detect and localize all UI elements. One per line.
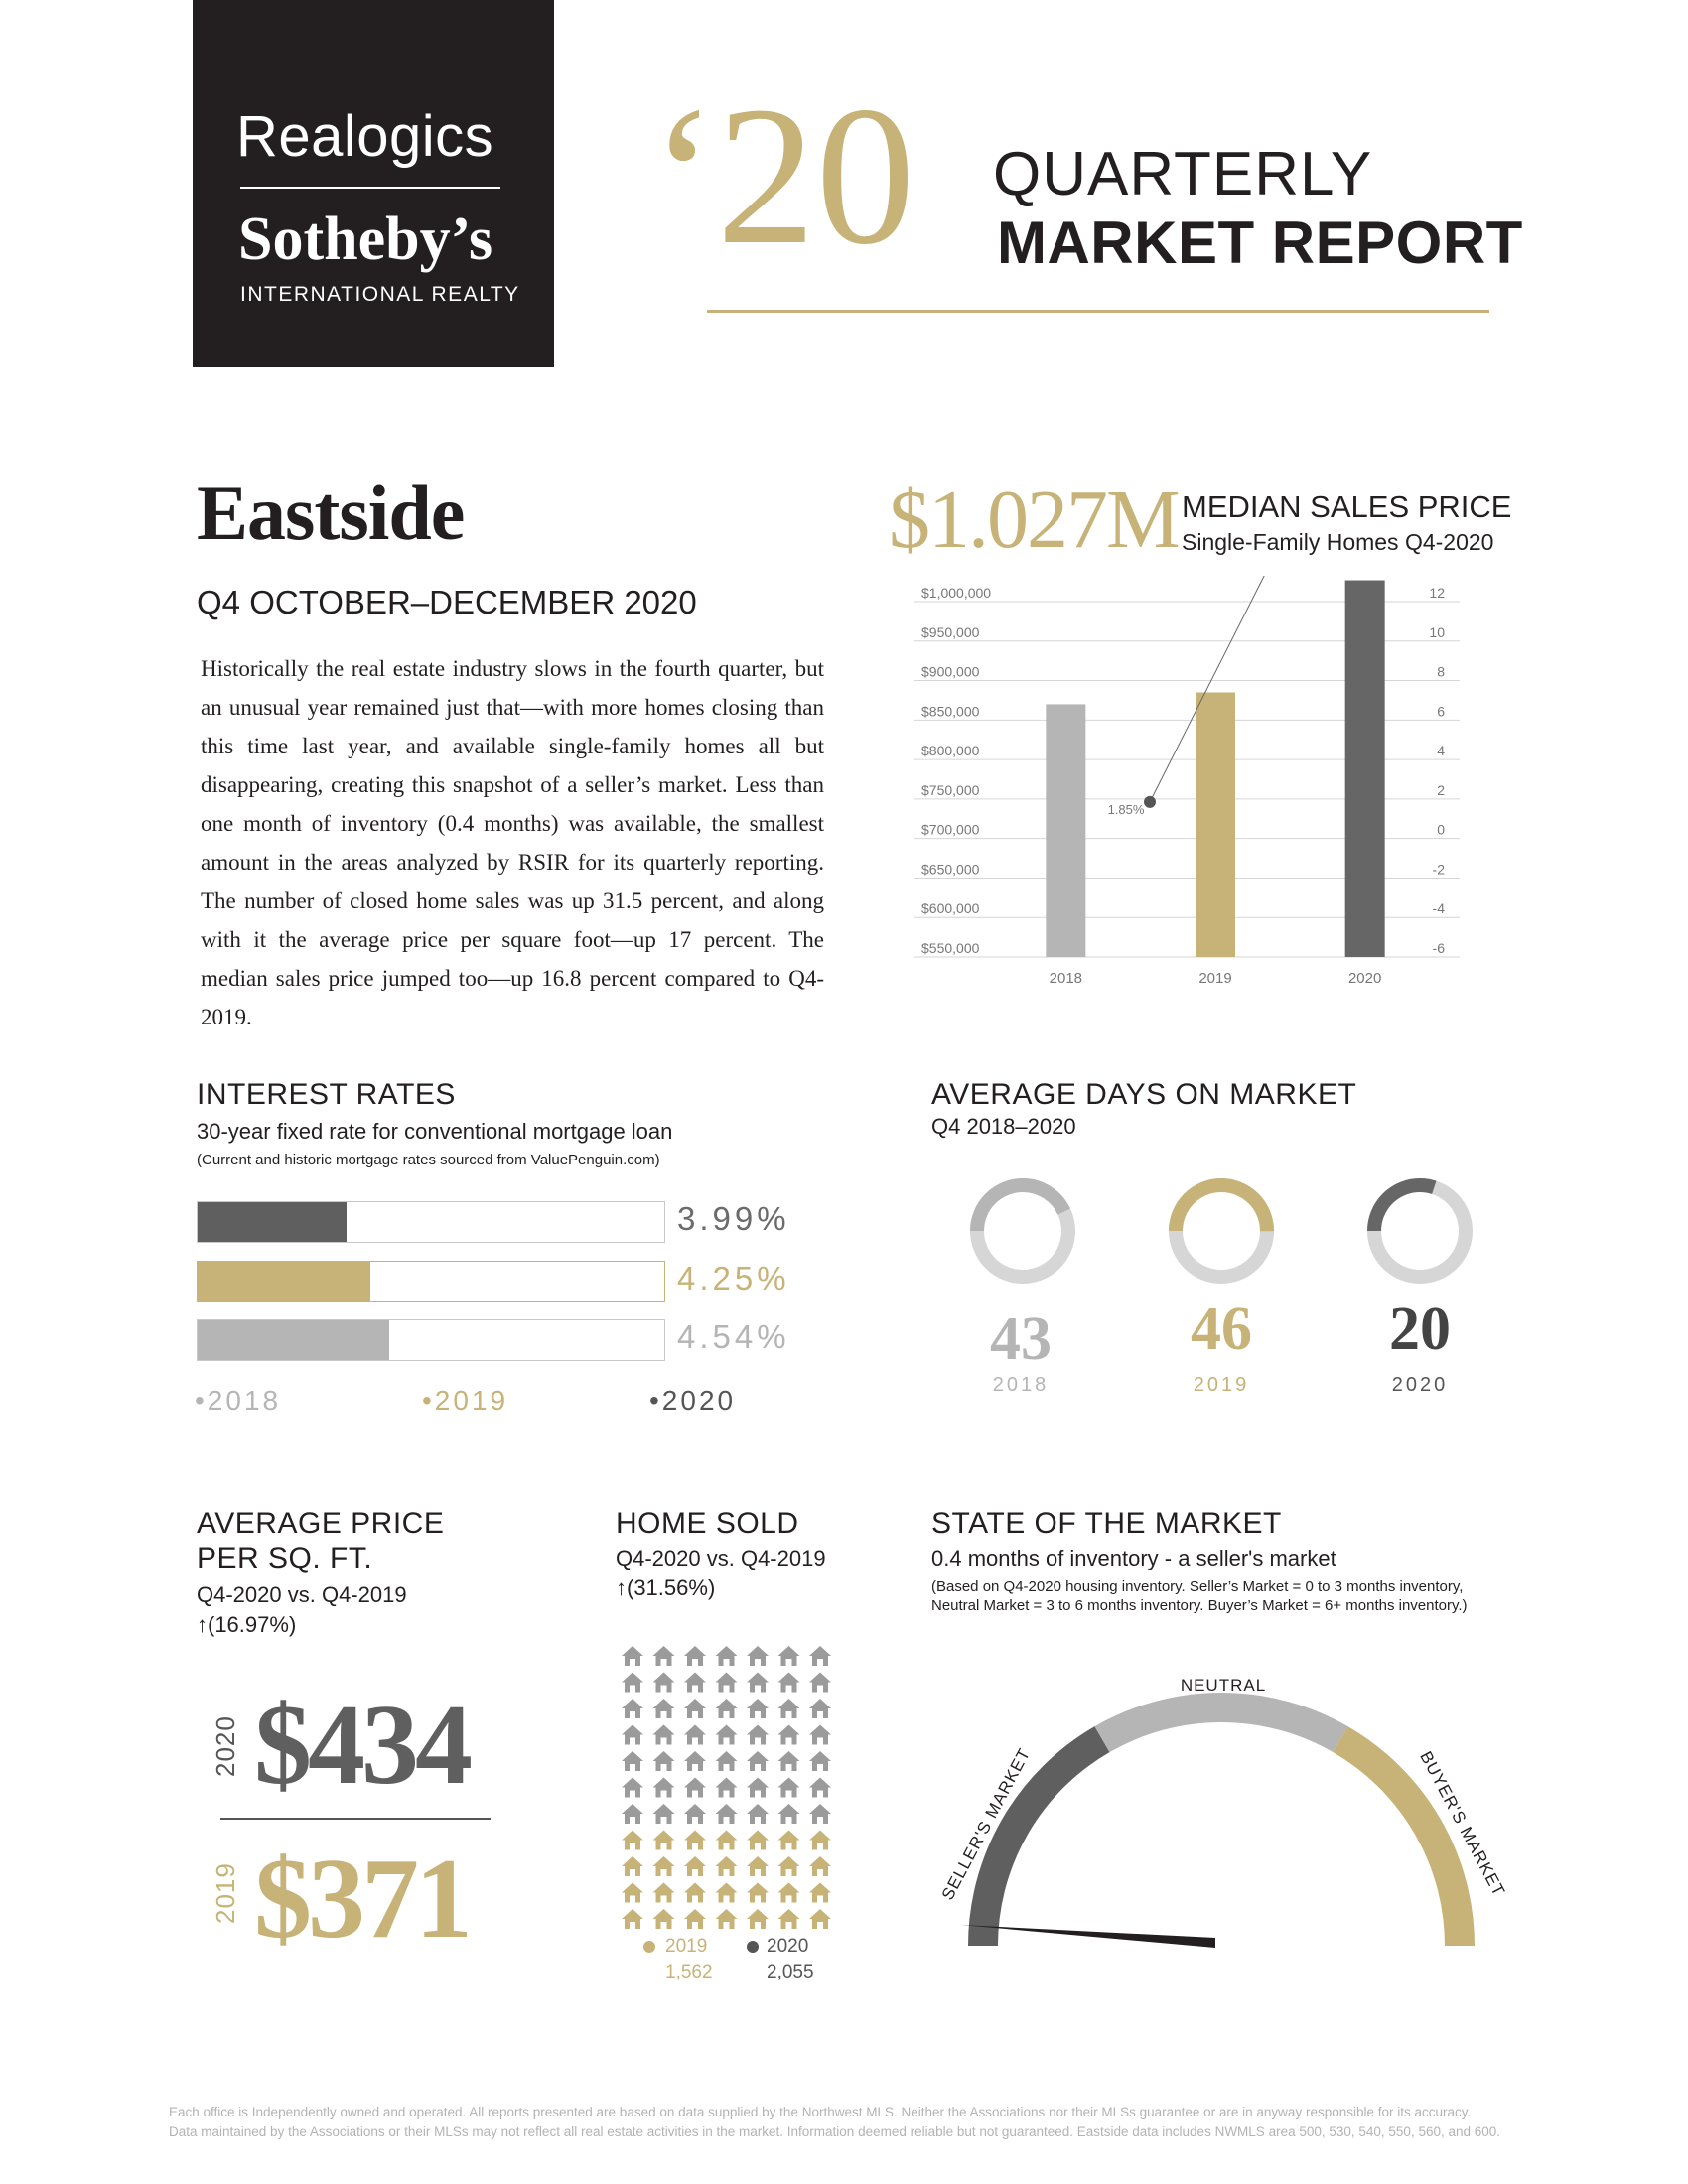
pps-year-current: 2020 (211, 1715, 240, 1777)
legend-2019-count: 1,562 (665, 1962, 713, 1982)
median-price-chart (894, 576, 1489, 993)
house-icon (747, 1883, 769, 1903)
house-icon (622, 1699, 643, 1718)
house-icon (684, 1673, 706, 1693)
dom-year-2018: 2018 (992, 1374, 1050, 1396)
rate-year-2018: •2018 (195, 1385, 282, 1416)
house-icon (684, 1831, 706, 1850)
house-icon (809, 1856, 831, 1876)
y2-tick-label: 4 (1437, 743, 1445, 759)
house-icon (747, 1699, 769, 1718)
state-title: STATE OF THE MARKET (931, 1507, 1282, 1540)
pps-divider (220, 1818, 491, 1820)
pps-title-line2: PER SQ. FT. (197, 1542, 373, 1574)
disclaimer-line2: Data maintained by the Associations or their MLSs may not reflect all real estate activities in the market. Information deemed reliable but not guaranteed. Eastside data includes NWMLS area 500, 530, 540, 550, 560, and 600. (169, 2124, 1501, 2139)
pps-value-previous: $371 (254, 1836, 469, 1963)
house-icon (778, 1725, 800, 1745)
house-icon (653, 1751, 675, 1771)
house-icon (778, 1856, 800, 1876)
homes-sold-pictogram (620, 1644, 838, 1932)
house-icon (622, 1856, 643, 1876)
x-tick-label: 2019 (1198, 970, 1232, 987)
house-icon (622, 1778, 643, 1798)
house-icon (747, 1804, 769, 1824)
y2-tick-label: 0 (1437, 821, 1445, 838)
house-icon (622, 1751, 643, 1771)
brand-tagline: INTERNATIONAL REALTY (240, 283, 520, 306)
brand-divider (240, 187, 500, 189)
y-tick-label: $1,000,000 (921, 585, 992, 601)
dom-value-2020: 20 (1389, 1296, 1451, 1363)
y-tick-label: $750,000 (921, 781, 980, 798)
sold-change: ↑(31.56%) (616, 1575, 716, 1600)
x-tick-label: 2018 (1049, 970, 1083, 987)
y-tick-label: $600,000 (921, 900, 980, 917)
house-icon (778, 1804, 800, 1824)
y2-tick-label: -4 (1432, 900, 1445, 917)
house-icon (809, 1751, 831, 1771)
house-icon (653, 1856, 675, 1876)
dom-year-2020: 2020 (1391, 1374, 1449, 1396)
house-icon (747, 1831, 769, 1850)
dom-title: AVERAGE DAYS ON MARKET (931, 1078, 1357, 1111)
rate-bar-2020 (197, 1319, 665, 1361)
house-icon (809, 1909, 831, 1929)
house-icon (809, 1673, 831, 1693)
bar (1196, 692, 1235, 957)
house-icon (809, 1646, 831, 1666)
legend-2019-dot (643, 1941, 655, 1953)
sellers-segment (983, 1739, 1102, 1946)
y2-tick-label: -6 (1432, 940, 1445, 956)
house-icon (809, 1725, 831, 1745)
house-icon (778, 1909, 800, 1929)
house-icon (778, 1778, 800, 1798)
house-icon (622, 1646, 643, 1666)
house-icon (778, 1831, 800, 1850)
house-icon (653, 1804, 675, 1824)
report-title-line2: MARKET REPORT (997, 209, 1523, 276)
rate-bar-fill (198, 1202, 347, 1242)
house-icon (622, 1883, 643, 1903)
house-icon (716, 1646, 738, 1666)
pps-change: ↑(16.97%) (197, 1612, 297, 1637)
bar (1046, 704, 1085, 957)
house-icon (716, 1725, 738, 1745)
interest-rates-note: (Current and historic mortgage rates sourced from ValuePenguin.com) (197, 1152, 660, 1168)
house-icon (622, 1804, 643, 1824)
y-tick-label: $700,000 (921, 821, 980, 838)
y-tick-label: $900,000 (921, 663, 980, 680)
house-icon (747, 1909, 769, 1929)
gauge-needle (961, 1925, 1215, 1948)
rate-bar-fill (198, 1262, 370, 1301)
house-icon (622, 1673, 643, 1693)
sold-title: HOME SOLD (616, 1507, 799, 1540)
y-tick-label: $650,000 (921, 861, 980, 878)
house-icon (747, 1856, 769, 1876)
house-icon (809, 1831, 831, 1850)
bar (1345, 581, 1385, 957)
pct-point (1144, 796, 1156, 808)
y2-tick-label: -2 (1432, 861, 1445, 878)
brand-name: Realogics (236, 104, 494, 169)
dom-subtitle: Q4 2018–2020 (931, 1114, 1076, 1139)
house-icon (809, 1778, 831, 1798)
disclaimer-line1: Each office is Independently owned and operated. All reports presented are based on data supplied by the Northwest MLS. Neither the Associations nor their MLSs guarantee or are in anyway responsible for its accuracy. (169, 2105, 1472, 2119)
disclaimer (169, 2103, 1579, 2142)
house-icon (747, 1778, 769, 1798)
house-icon (778, 1673, 800, 1693)
rate-value-2018: 3.99% (677, 1200, 790, 1237)
house-icon (684, 1725, 706, 1745)
pps-subtitle: Q4-2020 vs. Q4-2019 (197, 1582, 407, 1607)
house-icon (622, 1725, 643, 1745)
house-icon (653, 1646, 675, 1666)
dom-value-2018: 43 (990, 1305, 1052, 1373)
house-icon (716, 1909, 738, 1929)
house-icon (653, 1778, 675, 1798)
buyers-label: BUYER'S MARKET (1416, 1748, 1509, 1900)
y-tick-label: $800,000 (921, 743, 980, 759)
house-icon (684, 1883, 706, 1903)
sellers-label: SELLER'S MARKET (937, 1744, 1035, 1904)
pps-title-line1: AVERAGE PRICE (197, 1507, 445, 1540)
y2-tick-label: 8 (1437, 663, 1445, 680)
rate-value-2020: 4.54% (677, 1318, 790, 1355)
house-icon (747, 1646, 769, 1666)
y2-tick-label: 12 (1429, 585, 1445, 601)
house-icon (716, 1751, 738, 1771)
house-icon (716, 1856, 738, 1876)
brand-wordmark: Sotheby’s (238, 205, 493, 273)
house-icon (684, 1646, 706, 1666)
intro-paragraph: Historically the real estate industry slows in the fourth quarter, but an unusual year remained just that—with more homes closing than this time last year, and available single-family homes all but disappearing, creating this snapshot of a seller’s market. Less than one month of inventory (0.4 months) was available, the smallest amount in the areas analyzed by RSIR for its quarterly reporting. The number of closed home sales was up 31.5 percent, and along with it the average price per square foot—up 17 percent. The median sales price jumped too—up 16.8 percent compared to Q4-2019. (201, 656, 824, 1029)
report-period: Q4 OCTOBER–DECEMBER 2020 (197, 584, 697, 620)
y2-tick-label: 2 (1437, 781, 1445, 798)
report-title-line1: QUARTERLY (993, 140, 1373, 208)
house-icon (778, 1646, 800, 1666)
year-mark: ‘20 (650, 67, 915, 286)
house-icon (716, 1673, 738, 1693)
median-price-value: $1.027M (889, 474, 1179, 566)
y2-tick-label: 6 (1437, 703, 1445, 720)
legend-2019-year: 2019 (665, 1936, 708, 1957)
rate-bar-2019 (197, 1261, 665, 1302)
rate-year-2020: •2020 (649, 1385, 737, 1416)
house-icon (809, 1699, 831, 1718)
dom-rings (953, 1161, 1509, 1300)
y-tick-label: $550,000 (921, 940, 980, 956)
pct-label: 1.85% (1107, 801, 1145, 817)
legend-2020-count: 2,055 (767, 1962, 814, 1982)
dom-year-2019: 2019 (1193, 1374, 1250, 1396)
market-gauge (933, 1648, 1509, 1966)
house-icon (747, 1673, 769, 1693)
house-icon (716, 1883, 738, 1903)
median-price-label: MEDIAN SALES PRICE (1182, 489, 1512, 524)
house-icon (778, 1883, 800, 1903)
house-icon (653, 1699, 675, 1718)
pps-year-previous: 2019 (211, 1862, 240, 1924)
pps-value-current: $434 (254, 1682, 469, 1809)
house-icon (622, 1831, 643, 1850)
y2-tick-label: 10 (1429, 623, 1445, 640)
median-price-subtitle: Single-Family Homes Q4-2020 (1182, 529, 1494, 555)
region-title: Eastside (197, 470, 465, 556)
brand-logo (193, 0, 554, 367)
legend-2020-dot (747, 1941, 759, 1953)
house-icon (809, 1883, 831, 1903)
house-icon (747, 1751, 769, 1771)
house-icon (653, 1831, 675, 1850)
rate-year-2019: •2019 (422, 1385, 509, 1416)
house-icon (653, 1725, 675, 1745)
house-icon (684, 1856, 706, 1876)
house-icon (653, 1883, 675, 1903)
state-note-line1: (Based on Q4-2020 housing inventory. Seller’s Market = 0 to 3 months inventory, (931, 1578, 1464, 1595)
house-icon (778, 1751, 800, 1771)
house-icon (716, 1699, 738, 1718)
sold-subtitle: Q4-2020 vs. Q4-2019 (616, 1546, 826, 1570)
house-icon (622, 1909, 643, 1929)
rate-bar-fill (198, 1320, 389, 1360)
house-icon (653, 1673, 675, 1693)
house-icon (653, 1909, 675, 1929)
state-note-line2: Neutral Market = 3 to 6 months inventory. Buyer’s Market = 6+ months inventory.) (931, 1597, 1468, 1614)
x-tick-label: 2020 (1347, 970, 1382, 987)
y-tick-label: $950,000 (921, 623, 980, 640)
house-icon (684, 1909, 706, 1929)
house-icon (684, 1699, 706, 1718)
interest-rates-title: INTEREST RATES (197, 1078, 456, 1111)
house-icon (716, 1804, 738, 1824)
house-icon (716, 1831, 738, 1850)
house-icon (684, 1804, 706, 1824)
y-tick-label: $850,000 (921, 703, 980, 720)
state-subtitle: 0.4 months of inventory - a seller's market (931, 1546, 1336, 1570)
house-icon (684, 1778, 706, 1798)
neutral-segment (1102, 1707, 1340, 1739)
dom-value-2019: 46 (1191, 1296, 1252, 1363)
rate-value-2019: 4.25% (677, 1260, 790, 1297)
header-divider (707, 310, 1489, 313)
house-icon (716, 1778, 738, 1798)
legend-2020-year: 2020 (767, 1936, 809, 1957)
neutral-label: NEUTRAL (1180, 1676, 1267, 1695)
house-icon (684, 1751, 706, 1771)
house-icon (778, 1699, 800, 1718)
house-icon (809, 1804, 831, 1824)
interest-rates-subtitle: 30-year fixed rate for conventional mortgage loan (197, 1119, 673, 1144)
house-icon (747, 1725, 769, 1745)
rate-bar-2018 (197, 1201, 665, 1243)
